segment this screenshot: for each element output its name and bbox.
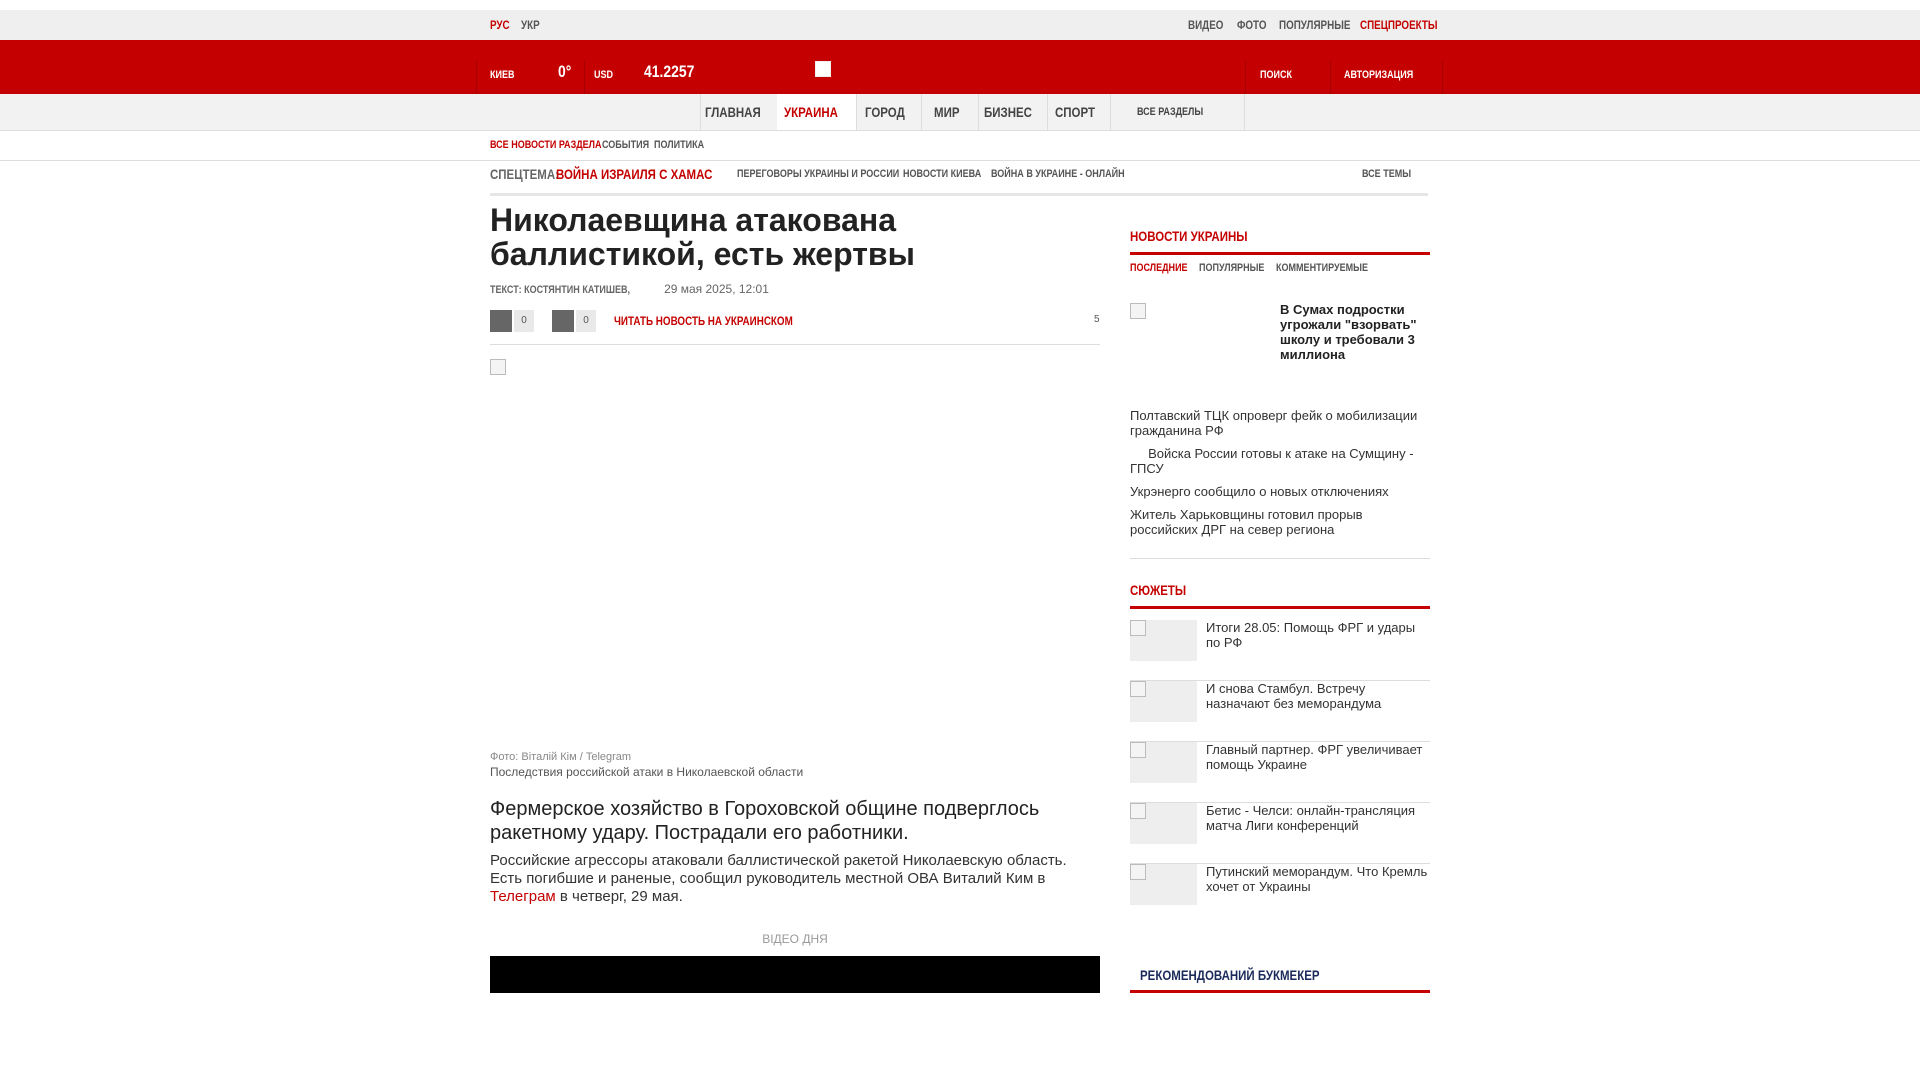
temperature: 0° (558, 62, 572, 81)
main-nav (0, 94, 1920, 131)
tab-sport[interactable] (1048, 94, 1111, 130)
body-text: Российские агрессоры атаковали баллистической ракетой Николаевскую область. Есть погибшие и раненые, сообщил руководитель местной ОВА Виталий Ким в (490, 852, 1067, 887)
story-item[interactable] (1130, 742, 1430, 803)
special-topic-label: СПЕЦТЕМА: (490, 166, 559, 182)
tab-business[interactable] (979, 94, 1048, 130)
article-title: Николаевщина атакована баллистикой, есть жертвы (490, 202, 915, 272)
author-label: ТЕКСТ: КОСТЯНТИН КАТИШЕВ, (490, 284, 630, 296)
sidebar-news-title[interactable]: НОВОСТИ УКРАИНЫ (1130, 228, 1248, 244)
share-row (490, 310, 1100, 345)
image-icon (1130, 803, 1146, 819)
tab-label: БИЗНЕС (983, 104, 1032, 120)
auth-button[interactable]: АВТОРИЗАЦИЯ (1344, 69, 1414, 81)
article-lead: Фермерское хозяйство в Гороховской общине подверглось ракетному удару. Пострадали его работники. (490, 798, 1040, 844)
story-title[interactable]: Бетис - Челси: онлайн-трансляция матча Лиги конференций (1206, 803, 1416, 833)
facebook-share-icon[interactable] (490, 310, 512, 332)
subnav-events[interactable]: СОБЫТИЯ (602, 139, 650, 151)
photo-link[interactable]: ФОТО (1237, 18, 1267, 32)
tab-all-sections[interactable] (1111, 94, 1245, 130)
divider (476, 60, 477, 94)
topic-kyiv-news[interactable]: НОВОСТИ КИЕВА (903, 168, 982, 180)
tab-label: МИР (934, 104, 960, 120)
bookmaker-header (1130, 960, 1430, 993)
article-image (490, 359, 506, 375)
city-label[interactable]: КИЕВ (490, 69, 515, 81)
read-ukrainian-link[interactable]: ЧИТАТЬ НОВОСТЬ НА УКРАИНСКОМ (614, 314, 793, 328)
tab-ukraine[interactable] (777, 94, 857, 130)
share-count: 0 (576, 310, 596, 332)
story-image (1130, 742, 1197, 783)
special-topics-bar (490, 160, 1428, 196)
tab-label: СПОРТ (1054, 104, 1095, 120)
divider (1130, 558, 1430, 559)
video-of-day-label: ВІДЕО ДНЯ (762, 932, 828, 946)
divider (1442, 60, 1443, 94)
lang-ru-link[interactable]: РУС (490, 18, 510, 32)
tab-label: УКРАИНА (783, 104, 838, 120)
special-topic-main[interactable]: ВОЙНА ИЗРАИЛЯ С ХАМАС (556, 166, 713, 182)
list-item[interactable]: Укрэнерго сообщило о новых отключениях (1130, 484, 1389, 499)
header-bar (0, 40, 1920, 94)
article-meta (490, 282, 769, 296)
list-item[interactable]: Полтавский ТЦК опроверг фейк о мобилизации гражданина РФ (1130, 408, 1418, 438)
lang-ua-link[interactable]: УКР (521, 18, 540, 32)
article-body (490, 852, 1100, 906)
tab-label: ВСЕ РАЗДЕЛЫ (1137, 106, 1204, 118)
tab-main[interactable] (700, 94, 778, 130)
photo-caption: Последствия российской атаки в Николаевской области (490, 765, 804, 779)
featured-news-title[interactable]: В Сумах подростки угрожали "взорвать" школу и требовали 3 миллиона (1280, 302, 1417, 362)
share-count: 0 (514, 310, 534, 332)
telegram-link[interactable]: Телеграм (490, 888, 556, 905)
currency-rate: 41.2257 (644, 62, 695, 81)
all-topics-link[interactable]: ВСЕ ТЕМЫ (1362, 168, 1412, 180)
image-icon (1130, 864, 1146, 880)
currency-label: USD (594, 69, 614, 81)
tab-city[interactable] (857, 94, 922, 130)
twitter-share-icon[interactable] (552, 310, 574, 332)
story-image (1130, 620, 1197, 661)
sub-nav (0, 131, 1920, 161)
story-image (1130, 803, 1197, 844)
tab-label: ГЛАВНАЯ (705, 104, 761, 120)
tab-world[interactable] (922, 94, 979, 130)
tab-commented[interactable]: КОММЕНТИРУЕМЫЕ (1276, 262, 1368, 274)
video-player[interactable] (490, 956, 1100, 993)
article-date: 29 мая 2025, 12:01 (664, 282, 769, 296)
sidebar-stories-title[interactable]: СЮЖЕТЫ (1130, 582, 1187, 598)
photo-credit: Фото: Віталій Кім / Telegram (490, 751, 632, 763)
featured-news-image[interactable] (1130, 303, 1146, 319)
story-title[interactable]: И снова Стамбул. Встречу назначают без меморандума (1206, 681, 1382, 711)
story-item[interactable] (1130, 803, 1430, 864)
divider (1330, 60, 1331, 94)
list-item[interactable]: Войска России готовы к атаке на Сумщину - ГПСУ (1130, 446, 1418, 476)
body-text: в четверг, 29 мая. (555, 888, 683, 905)
subnav-politics[interactable]: ПОЛИТИКА (654, 139, 705, 151)
tab-label: ГОРОД (864, 104, 905, 120)
list-item[interactable]: Житель Харьковщины готовил прорыв российских ДРГ на север региона (1130, 507, 1363, 537)
story-title[interactable]: Путинский меморандум. Что Кремль хочет от Украины (1206, 864, 1428, 894)
divider (584, 60, 585, 94)
tab-popular[interactable]: ПОПУЛЯРНЫЕ (1199, 262, 1265, 274)
topic-war-online[interactable]: ВОЙНА В УКРАИНЕ - ОНЛАЙН (991, 168, 1125, 180)
bookmaker-title[interactable]: РЕКОМЕНДОВАНИЙ БУКМЕКЕР (1140, 967, 1320, 983)
search-button[interactable]: ПОИСК (1260, 69, 1293, 81)
image-icon (1130, 742, 1146, 758)
special-projects-link[interactable]: СПЕЦПРОЕКТЫ (1360, 18, 1438, 32)
comments-count[interactable]: 5 (1094, 314, 1100, 325)
story-item[interactable] (1130, 620, 1430, 681)
site-logo[interactable] (815, 61, 831, 77)
popular-link[interactable]: ПОПУЛЯРНЫЕ (1279, 18, 1351, 32)
story-title[interactable]: Итоги 28.05: Помощь ФРГ и удары по РФ (1206, 620, 1416, 650)
topic-negotiations[interactable]: ПЕРЕГОВОРЫ УКРАИНЫ И РОССИИ (737, 168, 900, 180)
story-image (1130, 681, 1197, 722)
story-item[interactable] (1130, 681, 1430, 742)
story-title[interactable]: Главный партнер. ФРГ увеличивает помощь Украине (1206, 742, 1423, 772)
sidebar-news-header (1130, 222, 1430, 255)
story-item[interactable] (1130, 864, 1430, 924)
image-icon (1130, 681, 1146, 697)
story-image (1130, 864, 1197, 905)
sidebar-stories-header (1130, 576, 1430, 609)
tab-latest[interactable]: ПОСЛЕДНИЕ (1130, 262, 1188, 274)
subnav-all-news[interactable]: ВСЕ НОВОСТИ РАЗДЕЛА (490, 139, 602, 151)
image-icon (1130, 620, 1146, 636)
top-bar (0, 10, 1920, 40)
divider (1245, 60, 1246, 94)
video-link[interactable]: ВИДЕО (1188, 18, 1224, 32)
